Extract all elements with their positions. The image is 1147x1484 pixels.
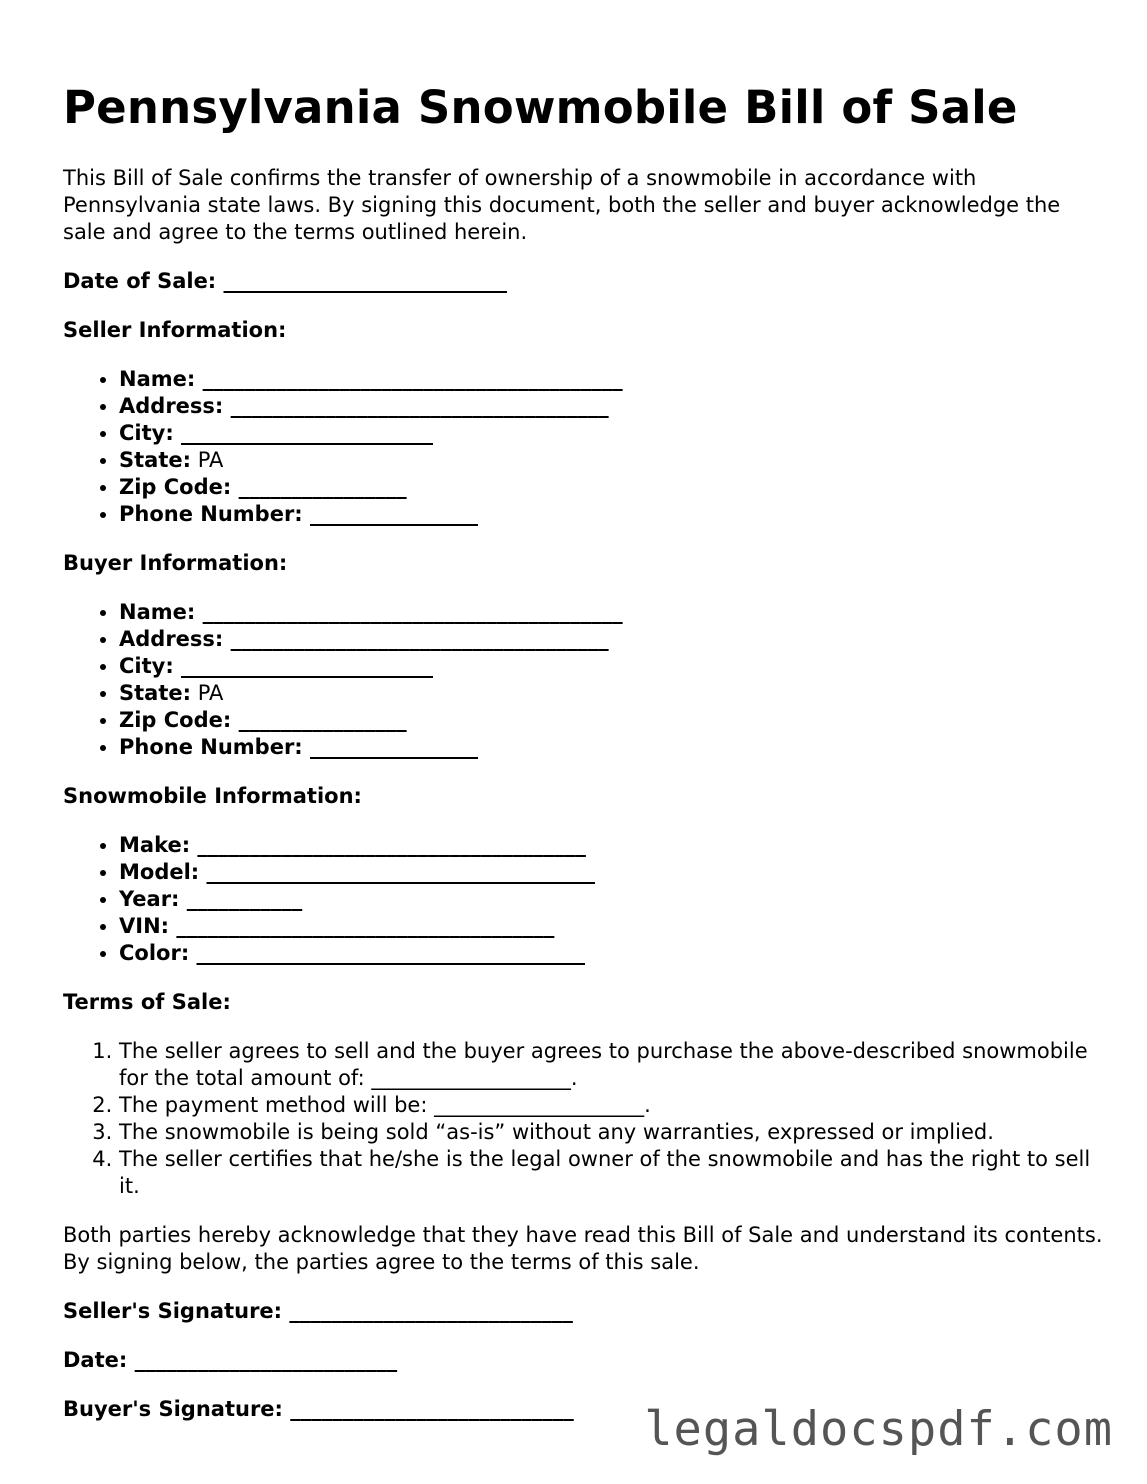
term-item: 2. The payment method will be: ____________________.: [119, 1092, 1103, 1119]
term-item: 1. The seller agrees to sell and the buyer agrees to purchase the above-described snowmobile for the total amount of: ___________________.: [119, 1038, 1103, 1092]
signature-date-field[interactable]: Date: _________________________: [63, 1348, 398, 1372]
seller-signature-field[interactable]: Seller's Signature: ___________________________: [63, 1299, 573, 1323]
buyer-state-label: State:: [119, 681, 192, 705]
terms-section-heading: Terms of Sale:: [63, 990, 231, 1014]
intro-paragraph: This Bill of Sale confirms the transfer of ownership of a snowmobile in accordance with Pennsylvania state laws. By signing this document, both the seller and buyer acknowledge the sale and agree to the terms outlined herein.: [63, 166, 1061, 244]
seller-state-field: [119, 447, 1103, 474]
snowmobile-make-field[interactable]: • Make: _____________________________________: [119, 832, 1103, 859]
buyer-city-field[interactable]: • City: ________________________: [119, 653, 1103, 680]
closing-paragraph: Both parties hereby acknowledge that they have read this Bill of Sale and understand its contents. By signing below, the parties agree to the terms of this sale.: [63, 1223, 1103, 1274]
seller-state-label: State:: [119, 448, 192, 472]
snowmobile-color-field[interactable]: • Color: _____________________________________: [119, 940, 1103, 967]
buyer-name-field[interactable]: • Name: ________________________________________: [119, 599, 1103, 626]
watermark: legaldocspdf.com: [644, 1402, 1113, 1457]
buyer-phone-field[interactable]: • Phone Number: ________________: [119, 734, 1103, 761]
seller-phone-field[interactable]: • Phone Number: ________________: [119, 501, 1103, 528]
seller-info-list: [63, 366, 1103, 528]
buyer-section-heading: Buyer Information:: [63, 551, 288, 575]
seller-section-heading: Seller Information:: [63, 318, 287, 342]
seller-address-field[interactable]: • Address: ____________________________________: [119, 393, 1103, 420]
terms-list: [63, 1038, 1103, 1200]
seller-state-value: PA: [197, 448, 224, 472]
snowmobile-year-field[interactable]: • Year: ___________: [119, 886, 1103, 913]
buyer-info-list: [63, 599, 1103, 761]
seller-name-field[interactable]: • Name: ________________________________________: [119, 366, 1103, 393]
snowmobile-section-heading: Snowmobile Information:: [63, 784, 362, 808]
seller-zip-field[interactable]: • Zip Code: ________________: [119, 474, 1103, 501]
buyer-address-field[interactable]: • Address: ____________________________________: [119, 626, 1103, 653]
snowmobile-info-list: [63, 832, 1103, 967]
term-item: 4. The seller certifies that he/she is the legal owner of the snowmobile and has the right to sell it.: [119, 1146, 1103, 1200]
buyer-signature-field[interactable]: Buyer's Signature: ___________________________: [63, 1397, 574, 1421]
document-page: [63, 78, 1103, 1423]
snowmobile-model-field[interactable]: • Model: _____________________________________: [119, 859, 1103, 886]
buyer-state-value: PA: [197, 681, 224, 705]
snowmobile-vin-field[interactable]: • VIN: ____________________________________: [119, 913, 1103, 940]
buyer-zip-field[interactable]: • Zip Code: ________________: [119, 707, 1103, 734]
buyer-state-field: [119, 680, 1103, 707]
date-of-sale-field[interactable]: Date of Sale: ___________________________: [63, 269, 508, 293]
seller-city-field[interactable]: • City: ________________________: [119, 420, 1103, 447]
term-item: 3. The snowmobile is being sold “as-is” without any warranties, expressed or implied.: [119, 1119, 1103, 1146]
document-title: Pennsylvania Snowmobile Bill of Sale: [63, 81, 1018, 134]
